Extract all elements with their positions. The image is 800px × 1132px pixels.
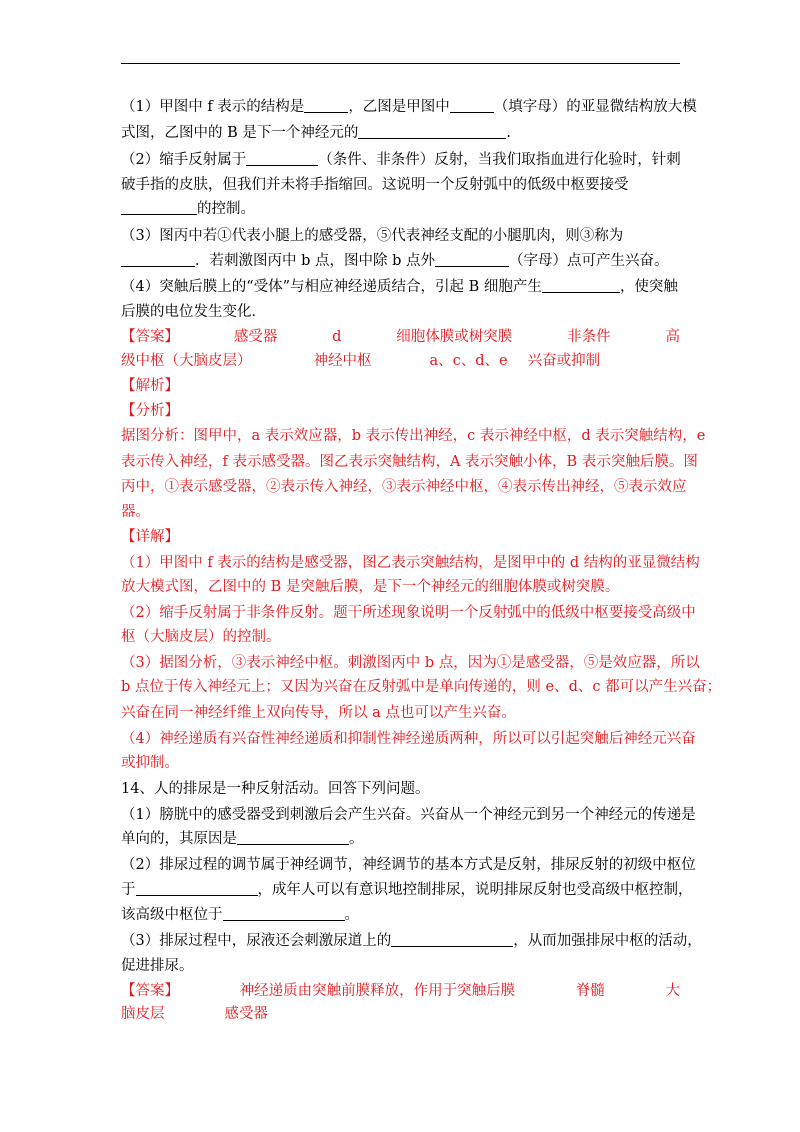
q14-answer-line1: 【答案】 神经递质由突触前膜释放，作用于突触后膜 脊髓 大 (121, 983, 680, 999)
q13-part2-line3: 的控制。 (121, 199, 255, 219)
q14-part1-line2: 单向的，其原因是 。 (121, 831, 364, 847)
q14-part2-line2: 于 ，成年人可以有意识地控制排尿，说明排尿反射也受高级中枢控制， (121, 882, 693, 898)
answer-blank[interactable] (450, 98, 494, 113)
xiangjie-line3: （2）缩手反射属于非条件反射。题干所述现象说明一个反射弧中的低级中枢要接受高级中 (121, 605, 696, 621)
answer-blank[interactable] (542, 278, 620, 293)
q13-part3-line1: （3）图丙中若①代表小腿上的感受器，⑤代表神经支配的小腿肌肉，则③称为 (121, 228, 624, 244)
answer-blank[interactable] (304, 98, 348, 113)
q13-part3-line2: ．若刺激图丙中 b 点，图中除 b 点外 （字母）点可产生兴奋。 (121, 251, 669, 271)
xiangjie-line5: （3）据图分析，③表示神经中枢。刺激图丙中 b 点，因为①是感受器，⑤是效应器，所以 (121, 655, 700, 671)
answer-blank[interactable] (237, 830, 349, 845)
xiangjie-tag: 【详解】 (121, 529, 179, 545)
q14-part2-line3: 该高级中枢位于 。 (121, 907, 359, 923)
answer-blank[interactable] (358, 124, 506, 139)
q14-part2-line1: （2）排尿过程的调节属于神经调节，神经调节的基本方式是反射，排尿反射的初级中枢位 (121, 857, 696, 873)
q14-answer-line2: 脑皮层 感受器 (121, 1006, 268, 1022)
q13-part4-line2: 后膜的电位发生变化． (121, 304, 266, 320)
q13-answer-line1: 【答案】 感受器 d 细胞体膜或树突膜 非条件 高 (121, 329, 680, 345)
fenxi-line3: 丙中，①表示感受器，②表示传入神经，③表示神经中枢，④表示传出神经，⑤表示效应 (121, 479, 687, 495)
answer-blank[interactable] (391, 932, 513, 947)
q13-answer-line2: 级中枢（大脑皮层） 神经中枢 a、c、d、e 兴奋或抑制 (121, 353, 601, 369)
answer-blank[interactable] (136, 881, 258, 896)
xiangjie-line6: b 点位于传入神经元上；又因为兴奋在反射弧中是单向传递的，则 e、d、c 都可以产生兴奋； (121, 679, 722, 695)
xiangjie-line4: 枢（大脑皮层）的控制。 (121, 629, 281, 645)
answer-blank[interactable] (223, 906, 345, 921)
q13-part1-line1: （1）甲图中 f 表示的结构是 ，乙图是甲图中 （填字母）的亚显微结构放大模 (121, 99, 697, 115)
q13-part4-line1: （4）突触后膜上的“受体”与相应神经递质结合，引起 B 细胞产生 ，使突触 (121, 279, 678, 295)
q14-part3-line1: （3）排尿过程中，尿液还会刺激尿道上的 ，从而加强排尿中枢的活动， (121, 933, 702, 949)
xiangjie-line9: 或抑制。 (121, 755, 179, 771)
header-rule (121, 63, 680, 64)
q14-part3-line2: 促进排尿。 (121, 958, 194, 974)
answer-blank[interactable] (121, 200, 197, 215)
answer-blank[interactable] (246, 151, 318, 166)
xiangjie-line2: 放大模式图，乙图中的 B 是突触后膜，是下一个神经元的细胞体膜或树突膜。 (121, 579, 620, 595)
fenxi-tag: 【分析】 (121, 403, 179, 419)
q13-part2-line1: （2）缩手反射属于 （条件、非条件）反射，当我们取指血进行化验时，针刺 (121, 152, 681, 168)
answer-tag: 【答案】 (121, 983, 179, 999)
xiangjie-line8: （4）神经递质有兴奋性神经递质和抑制性神经递质两种，所以可以引起突触后神经元兴奋 (121, 731, 696, 747)
q13-part2-line2: 破手指的皮肤，但我们并未将手指缩回。这说明一个反射弧中的低级中枢要接受 (121, 177, 629, 193)
q13-part1-line2: 式图，乙图中的 B 是下一个神经元的 . (121, 125, 511, 141)
answer-blank[interactable] (121, 252, 195, 267)
answer-blank[interactable] (435, 252, 509, 267)
jiexi-tag: 【解析】 (121, 378, 179, 394)
fenxi-line4: 器。 (121, 504, 150, 520)
answer-tag: 【答案】 (121, 329, 179, 345)
q14-part1-line1: （1）膀胱中的感受器受到刺激后会产生兴奋。兴奋从一个神经元到另一个神经元的传递是 (121, 807, 696, 823)
q14-title: 14、人的排尿是一种反射活动。回答下列问题。 (121, 781, 430, 797)
fenxi-line1: 据图分析：图甲中，a 表示效应器，b 表示传出神经，c 表示神经中枢，d 表示突触结构，e (121, 428, 706, 444)
xiangjie-line7: 兴奋在同一神经纤维上双向传导，所以 a 点也可以产生兴奋。 (121, 705, 516, 721)
xiangjie-line1: （1）甲图中 f 表示的结构是感受器，图乙表示突触结构，是图甲中的 d 结构的亚显微结构 (121, 555, 700, 571)
fenxi-line2: 表示传入神经，f 表示感受器。图乙表示突触结构，A 表示突触小体，B 表示突触后膜。图 (121, 454, 698, 470)
